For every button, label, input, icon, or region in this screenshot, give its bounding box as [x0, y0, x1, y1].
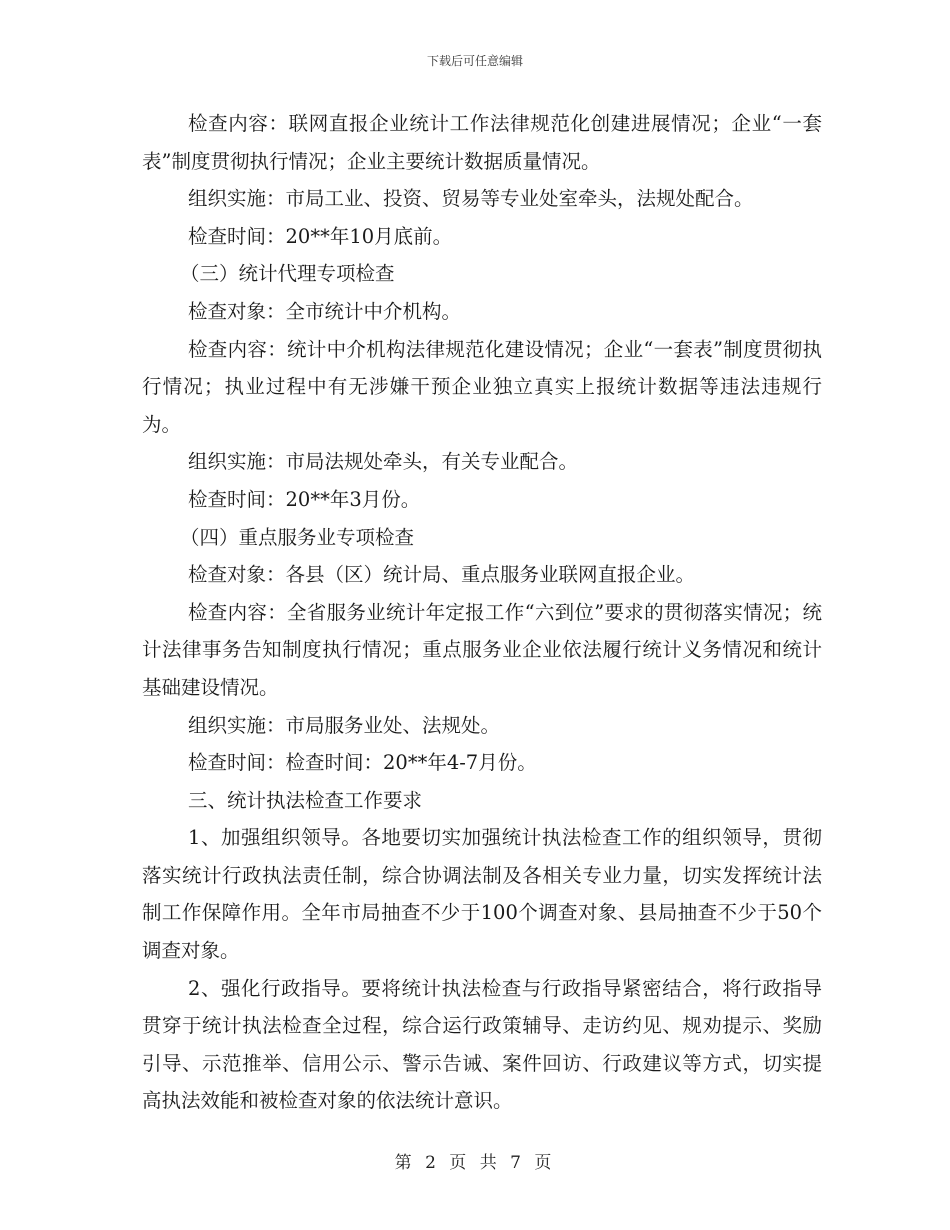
paragraph: 组织实施：市局法规处牵头，有关专业配合。 — [188, 450, 579, 474]
paragraph: 检查对象：全市统计中介机构。 — [188, 299, 462, 323]
paragraph: 检查时间：20**年3月份。 — [188, 487, 421, 511]
paragraph: 1、加强组织领导。各地要切实加强统计执法检查工作的组织领导，贯彻落实统计行政执法责任制，综合协调法制及各相关专业力量，切实发挥统计法制工作保障作用。全年市局抽查不少于100个调查对象、县局抽查不少于50个调查对象。 — [142, 826, 822, 963]
page-number: 第 2 页 共 7 页 — [394, 1153, 556, 1173]
paragraph: 组织实施：市局工业、投资、贸易等专业处室牵头，法规处配合。 — [188, 187, 754, 211]
paragraph: 检查时间：检查时间：20**年4-7月份。 — [188, 751, 537, 775]
paragraph: 检查内容：统计中介机构法律规范化建设情况；企业“一套表”制度贯彻执行情况；执业过程中有无涉嫌干预企业独立真实上报统计数据等违法违规行为。 — [142, 337, 822, 436]
paragraph: 检查对象：各县（区）统计局、重点服务业联网直报企业。 — [188, 563, 696, 587]
paragraph: 组织实施：市局服务业处、法规处。 — [188, 713, 501, 737]
paragraph: 2、强化行政指导。要将统计执法检查与行政指导紧密结合，将行政指导贯穿于统计执法检查全过程，综合运行政策辅导、走访约见、规劝提示、奖励引导、示范推举、信用公示、警示告诫、案件回访、行政建议等方式，切实提高执法效能和被检查对象的依法统计意识。 — [142, 976, 822, 1113]
paragraph: 检查内容：联网直报企业统计工作法律规范化创建进展情况；企业“一套表”制度贯彻执行情况；企业主要统计数据质量情况。 — [142, 112, 822, 173]
section-heading: 三、统计执法检查工作要求 — [188, 788, 423, 812]
document-body — [142, 105, 822, 1120]
page-header: 下载后可任意编辑 — [426, 54, 523, 68]
paragraph: 检查时间：20**年10月底前。 — [188, 224, 453, 248]
paragraph: 检查内容：全省服务业统计年定报工作“六到位”要求的贯彻落实情况；统计法律事务告知制度执行情况；重点服务业企业依法履行统计义务情况和统计基础建设情况。 — [142, 600, 822, 699]
section-heading: （三）统计代理专项检查 — [180, 262, 395, 286]
section-heading: （四）重点服务业专项检查 — [180, 525, 415, 549]
